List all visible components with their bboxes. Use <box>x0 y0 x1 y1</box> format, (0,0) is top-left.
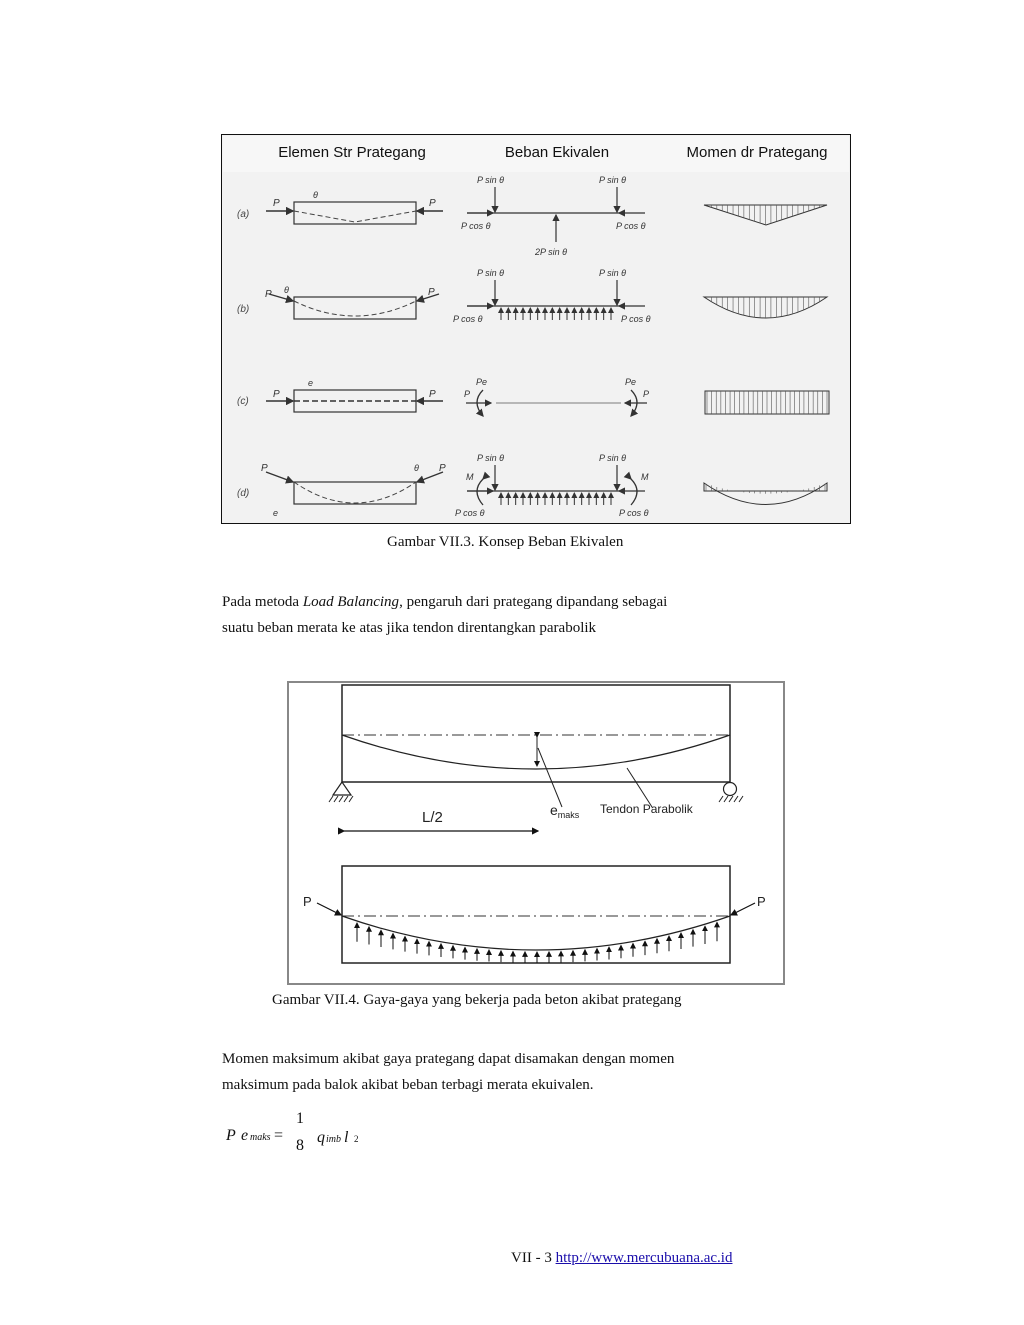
row-b-label: (b) <box>237 304 250 315</box>
formula-moment-equivalence <box>226 1110 426 1160</box>
para1-text-before: Pada metoda <box>222 594 303 610</box>
formula-numerator: 1 <box>296 1110 304 1127</box>
page-number: VII - 3 <box>511 1250 552 1266</box>
row-d-left-horizontal-label: P cos θ <box>455 508 485 518</box>
formula-denominator: 8 <box>296 1137 304 1154</box>
row-d-right-horizontal-label: P cos θ <box>619 508 649 518</box>
row-c-left-force-label: P <box>464 389 471 399</box>
row-b-p-right: P <box>428 287 435 298</box>
row-d-left-vertical-label: P sin θ <box>477 453 505 463</box>
row-a-label: (a) <box>237 209 250 220</box>
figure1-caption: Gambar VII.3. Konsep Beban Ekivalen <box>387 534 624 550</box>
row-b-left-horizontal-label: P cos θ <box>453 314 483 324</box>
row-a-right-horizontal-label: P cos θ <box>616 221 646 231</box>
row-c-p-right: P <box>429 389 436 400</box>
force-p-right-label: P <box>757 894 766 909</box>
row-d-theta: θ <box>414 463 419 473</box>
formula-q-subscript: imb <box>326 1134 341 1145</box>
row-a-theta: θ <box>313 190 318 200</box>
formula-exponent: 2 <box>354 1134 359 1144</box>
paragraph-load-balancing <box>222 589 667 641</box>
row-d-p-left: P <box>261 463 268 474</box>
figure2-frame <box>288 682 784 984</box>
row-c-label: (c) <box>237 396 249 407</box>
half-span-label: L/2 <box>422 809 443 826</box>
row-d-right-moment-label: M <box>641 472 649 482</box>
paragraph-load-balancing-line1 <box>222 589 667 615</box>
row-a-left-vertical-label: P sin θ <box>477 175 505 185</box>
row-c-left-moment-label: Pe <box>476 377 488 387</box>
formula-equals: = <box>274 1127 284 1144</box>
para1-text-after: , pengaruh dari prategang dipandang sebagai <box>399 594 668 610</box>
header-momen: Momen dr Prategang <box>686 144 828 161</box>
row-a-p-left: P <box>273 198 280 209</box>
figure2-caption: Gambar VII.4. Gaya-gaya yang bekerja pada beton akibat prategang <box>272 992 682 1008</box>
website-link[interactable]: http://www.mercubuana.ac.id <box>555 1250 733 1266</box>
row-d-p-right: P <box>439 463 446 474</box>
row-a-left-horizontal-label: P cos θ <box>461 221 491 231</box>
row-b-p-left: P <box>265 289 272 300</box>
tendon-parabolik-label: Tendon Parabolik <box>600 802 693 816</box>
paragraph-max-moment <box>222 1046 674 1098</box>
formula-l: l <box>344 1129 349 1146</box>
row-c-right-moment-label: Pe <box>625 377 637 387</box>
row-d-left-moment-label: M <box>466 472 474 482</box>
paragraph-max-moment-line1: Momen maksimum akibat gaya prategang dapat disamakan dengan momen <box>222 1051 675 1067</box>
row-c-right-force-label: P <box>643 389 650 399</box>
para1-italic-term: Load Balancing <box>302 594 400 610</box>
header-elemen: Elemen Str Prategang <box>278 144 426 161</box>
row-b-left-vertical-label: P sin θ <box>477 268 505 278</box>
formula-e-subscript: maks <box>250 1132 271 1143</box>
row-b-right-vertical-label: P sin θ <box>599 268 627 278</box>
row-b-right-horizontal-label: P cos θ <box>621 314 651 324</box>
row-a-center-label: 2P sin θ <box>535 247 568 257</box>
row-a-p-right: P <box>429 198 436 209</box>
header-beban: Beban Ekivalen <box>504 144 610 161</box>
paragraph-max-moment-line2: maksimum pada balok akibat beban terbagi merata ekuivalen. <box>222 1077 594 1093</box>
force-p-left-label: P <box>303 894 312 909</box>
emaks-label-sub: maks <box>557 810 580 820</box>
figure-prestress-forces <box>287 681 785 985</box>
emaks-label-main: e <box>550 802 558 818</box>
row-c-ecc-label: e <box>308 378 314 388</box>
row-b-theta: θ <box>284 285 289 295</box>
page-footer <box>511 1250 732 1267</box>
row-d-ecc-label: e <box>273 508 279 518</box>
formula-P: P <box>226 1127 236 1144</box>
row-c-p-left: P <box>273 389 280 400</box>
paragraph-load-balancing-line2: suatu beban merata ke atas jika tendon direntangkan parabolik <box>222 620 597 636</box>
row-d-label: (d) <box>237 488 250 499</box>
figure-equivalent-load-concept <box>221 134 851 524</box>
formula-e: e <box>241 1127 249 1144</box>
row-d-right-vertical-label: P sin θ <box>599 453 627 463</box>
formula-q: q <box>317 1129 325 1146</box>
row-a-right-vertical-label: P sin θ <box>599 175 627 185</box>
